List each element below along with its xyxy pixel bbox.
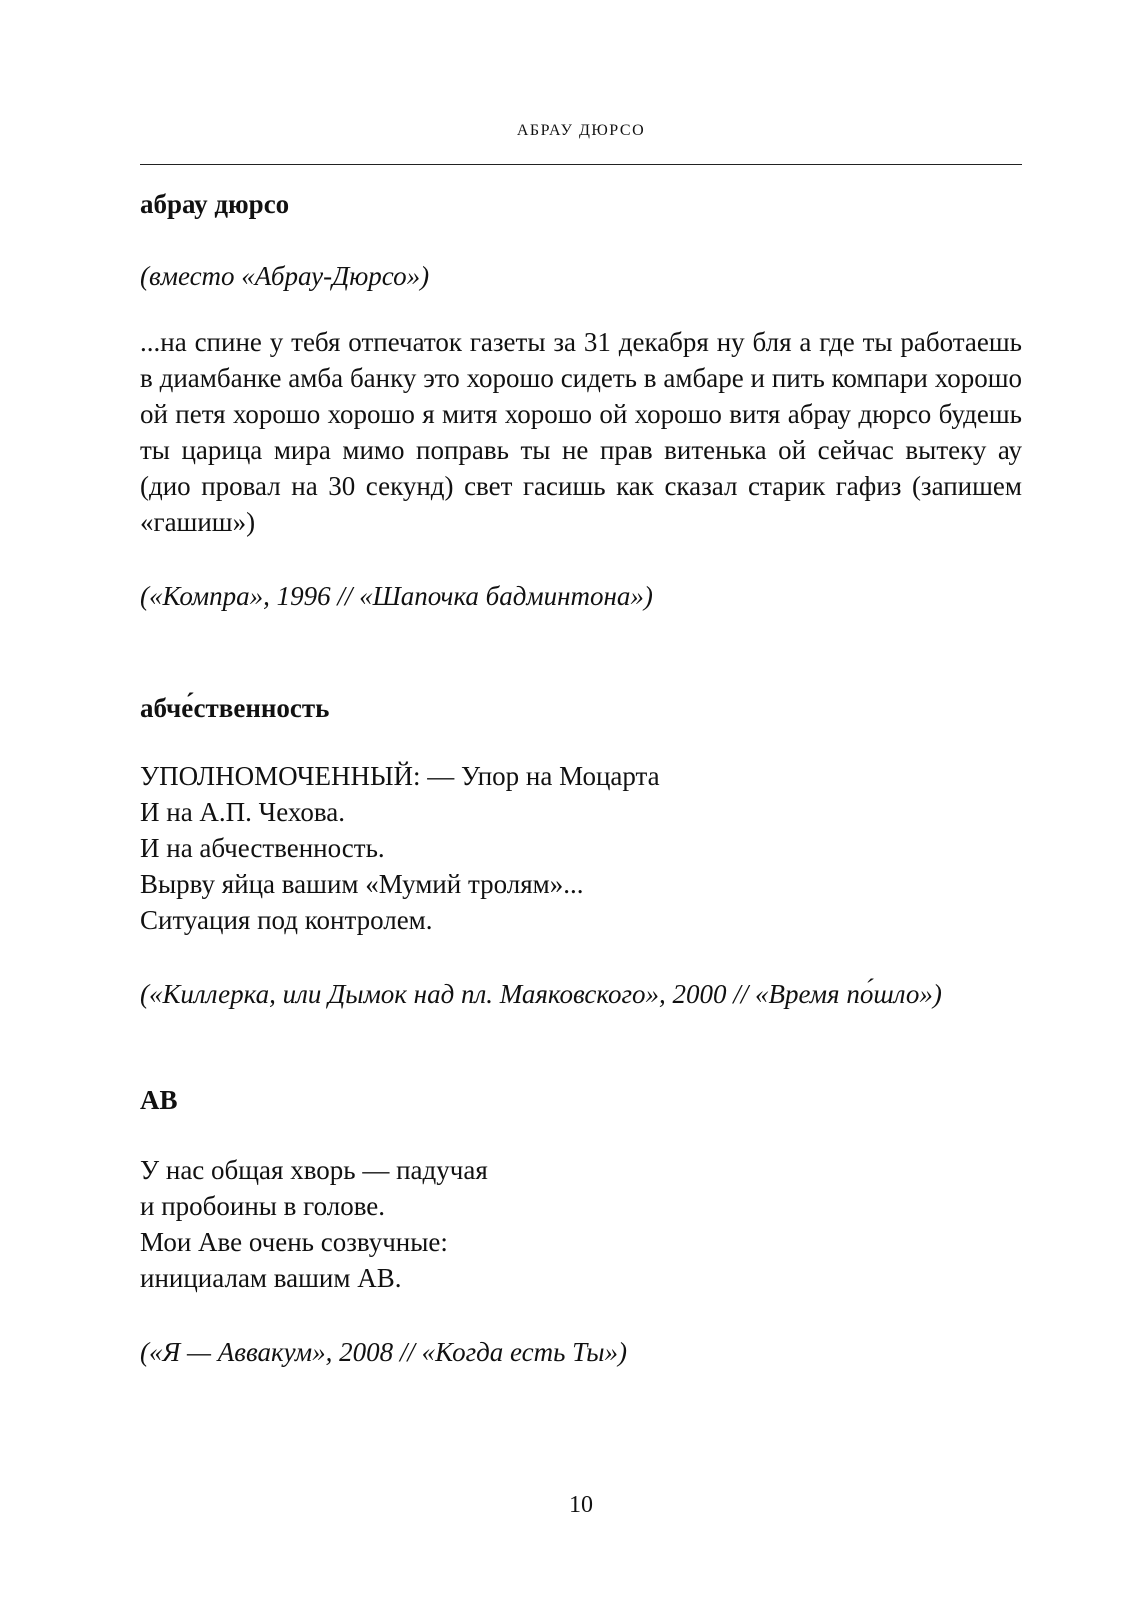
verse-line: Ситуация под контролем. bbox=[140, 905, 433, 935]
entry-text: ...на спине у тебя отпечаток газеты за 31 декабря ну бля а где ты работаешь в диамбанке амба банку это хорошо сидеть в амбаре и пить компари хорошо ой петя хорошо хорошо я митя хорошо ой хорошо витя абрау дюрсо будешь ты царица мира мимо поправь ты не прав витенька ой сейчас вытеку ау (дио провал на 30 секунд) свет гасишь как сказал старик гафиз (запишем «гашиш») bbox=[140, 327, 1022, 537]
entry-abrau-durso bbox=[140, 184, 1022, 616]
entry-verse bbox=[140, 758, 1022, 938]
entry-av bbox=[140, 1080, 1022, 1372]
entry-note: (вместо «Абрау-Дюрсо») bbox=[140, 261, 430, 291]
verse-line: Мои Аве очень созвучные: bbox=[140, 1227, 448, 1257]
page-number: 10 bbox=[569, 1492, 593, 1518]
page-body bbox=[140, 184, 1022, 1372]
entry-verse bbox=[140, 1152, 1022, 1296]
header-rule bbox=[140, 164, 1022, 165]
verse-line: И на абчественность. bbox=[140, 833, 385, 863]
verse-line: инициалам вашим АВ. bbox=[140, 1263, 402, 1293]
verse-line: У нас общая хворь — падучая bbox=[140, 1155, 488, 1185]
verse-line: УПОЛНОМОЧЕННЫЙ: — Упор на Моцарта bbox=[140, 761, 660, 791]
entry-title: абрау дюрсо bbox=[140, 189, 290, 219]
entry-abchestvennost bbox=[140, 688, 1022, 1014]
verse-line: и пробоины в голове. bbox=[140, 1191, 386, 1221]
running-head: АБРАУ ДЮРСО bbox=[516, 122, 646, 139]
verse-line: И на А.П. Чехова. bbox=[140, 797, 345, 827]
entry-source: («Киллерка, или Дымок над пл. Маяковского», 2000 // «Время по́шло») bbox=[140, 979, 942, 1009]
entry-title: абче́ственность bbox=[140, 693, 330, 723]
entry-title: АВ bbox=[140, 1085, 178, 1115]
verse-line: Вырву яйца вашим «Мумий тролям»... bbox=[140, 869, 584, 899]
entry-source: («Я — Аввакум», 2008 // «Когда есть Ты») bbox=[140, 1337, 627, 1367]
entry-source: («Компра», 1996 // «Шапочка бадминтона») bbox=[140, 581, 653, 611]
